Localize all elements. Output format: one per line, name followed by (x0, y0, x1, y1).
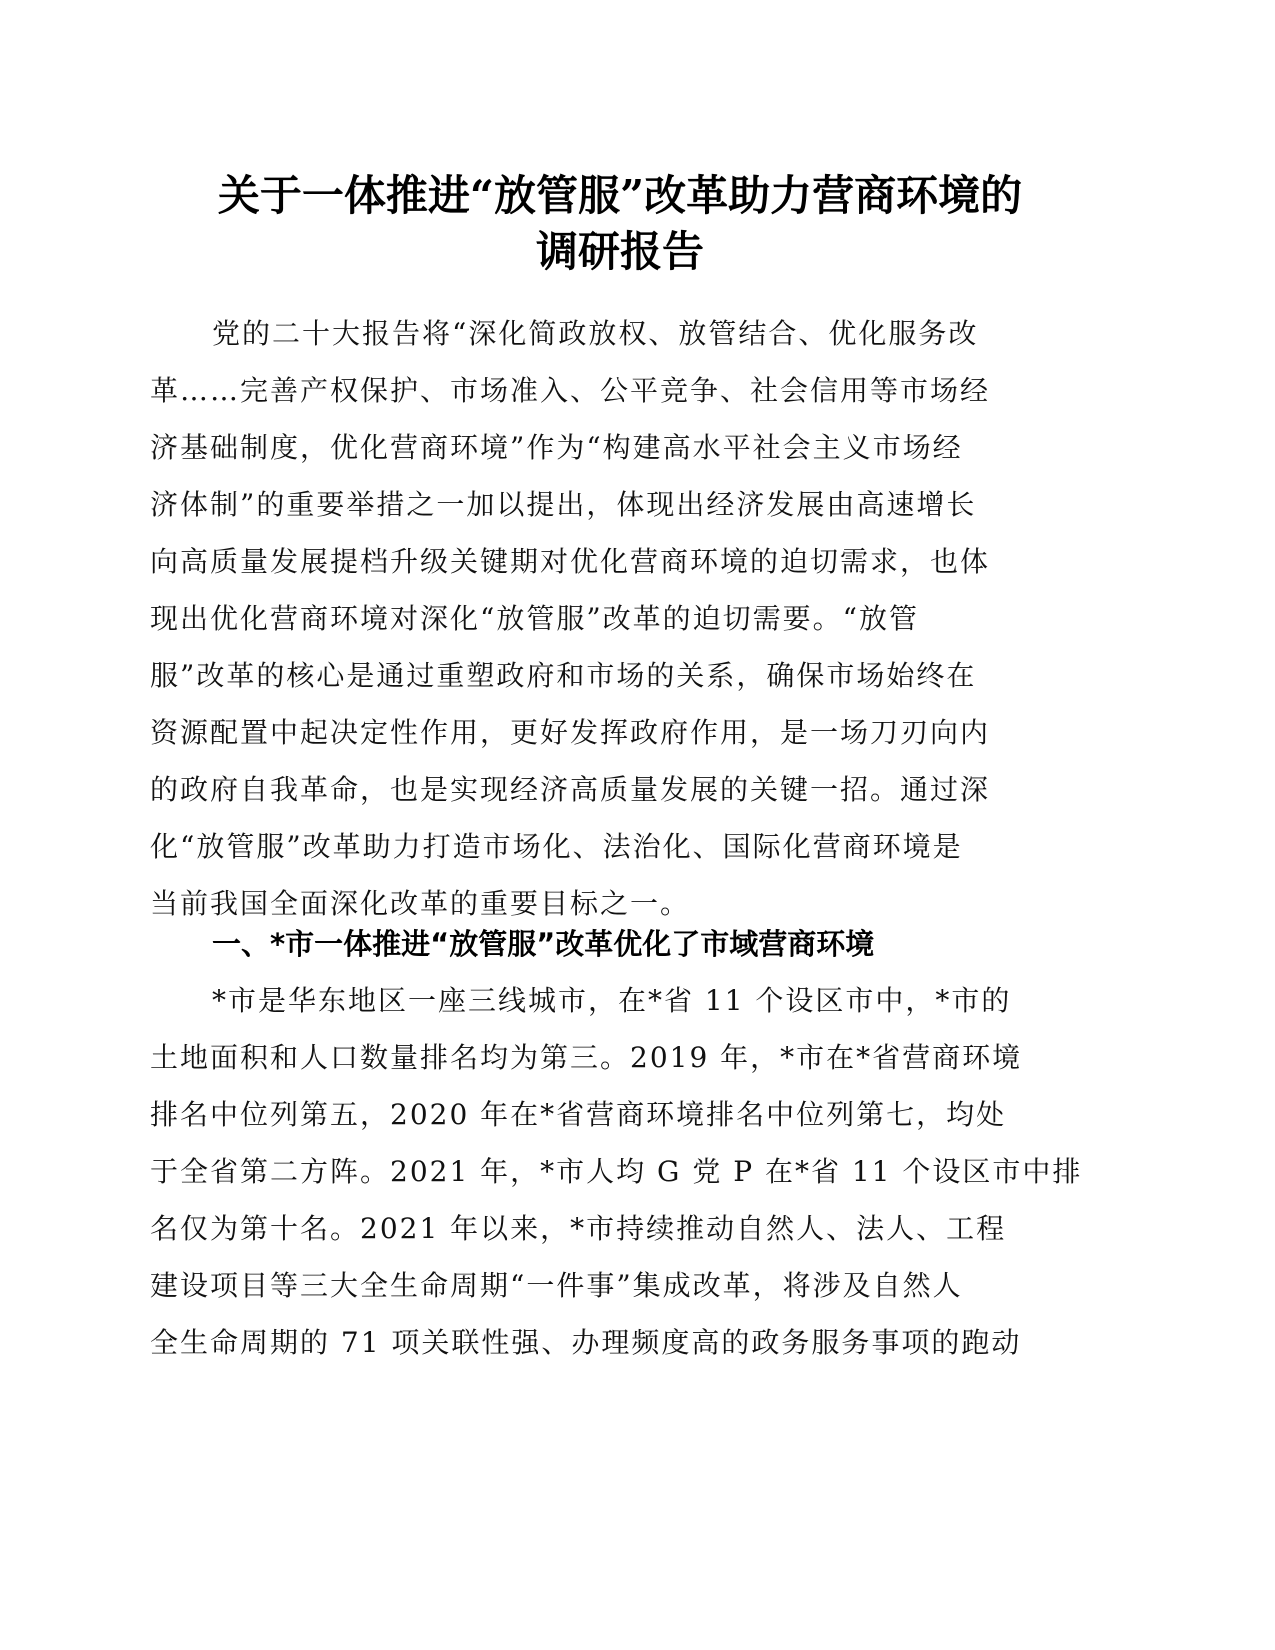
paragraph-intro (150, 305, 1086, 932)
paragraph-line: 党的二十大报告将“深化简政放权、放管结合、优化服务改 (212, 317, 979, 350)
paragraph-line: 济体制”的重要举措之一加以提出，体现出经济发展由高速增长 (150, 488, 977, 521)
paragraph-line: 当前我国全面深化改革的重要目标之一。 (150, 887, 691, 920)
paragraph-line: 土地面积和人口数量排名均为第三。2019 年，*市在*省营商环境 (150, 1041, 1023, 1074)
title-line-2: 调研报告 (535, 227, 704, 276)
paragraph-line: 济基础制度，优化营商环境”作为“构建高水平社会主义市场经 (150, 431, 963, 464)
paragraph-line: 全生命周期的 71 项关联性强、办理频度高的政务服务事项的跑动 (150, 1326, 1022, 1359)
paragraph-line: 排名中位列第五，2020 年在*省营商环境排名中位列第七，均处 (150, 1098, 1007, 1131)
document-title (150, 168, 1090, 280)
paragraph-line: 服”改革的核心是通过重塑政府和市场的关系，确保市场始终在 (150, 659, 977, 692)
paragraph-line: 的政府自我革命，也是实现经济高质量发展的关键一招。通过深 (150, 773, 991, 806)
paragraph-line: 革……完善产权保护、市场准入、公平竞争、社会信用等市场经 (150, 374, 991, 407)
paragraph-line: 建设项目等三大全生命周期“一件事”集成改革，将涉及自然人 (150, 1269, 963, 1302)
paragraph-section-1 (150, 972, 1086, 1371)
paragraph-line: 化“放管服”改革助力打造市场化、法治化、国际化营商环境是 (150, 830, 963, 863)
paragraph-line: 于全省第二方阵。2021 年，*市人均 G 党 P 在*省 11 个设区市中排 (150, 1155, 1083, 1188)
paragraph-line: 名仅为第十名。2021 年以来，*市持续推动自然人、法人、工程 (150, 1212, 1007, 1245)
paragraph-line: 现出优化营商环境对深化“放管服”改革的迫切需要。“放管 (150, 602, 919, 635)
paragraph-line: 向高质量发展提档升级关键期对优化营商环境的迫切需求，也体 (150, 545, 991, 578)
title-line-1: 关于一体推进“放管服”改革助力营商环境的 (217, 171, 1023, 220)
paragraph-line: *市是华东地区一座三线城市，在*省 11 个设区市中，*市的 (212, 984, 1012, 1017)
section-heading-1: 一、*市一体推进“放管服”改革优化了市域营商环境 (212, 927, 875, 961)
paragraph-line: 资源配置中起决定性作用，更好发挥政府作用，是一场刀刃向内 (150, 716, 991, 749)
